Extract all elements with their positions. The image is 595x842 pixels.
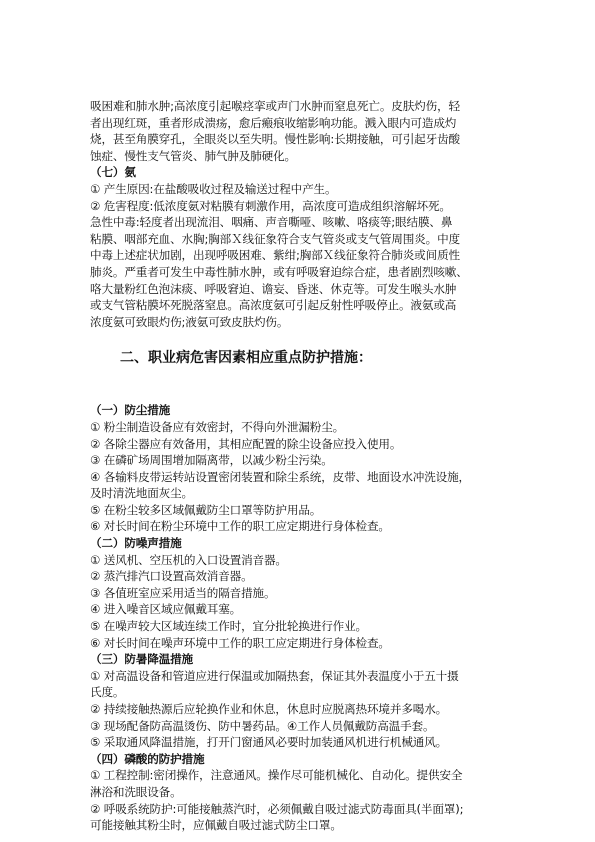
section-heading-heat: （三）防暑降温措施	[90, 652, 193, 667]
major-heading: 二、职业病危害因素相应重点防护措施：	[120, 350, 372, 367]
text-line: ① 对高温设备和管道应进行保温或加隔热套，保证其外表温度小于五十摄	[90, 668, 459, 683]
noise-section	[90, 535, 530, 651]
text-line: 中毒上述症状加剧，出现呼吸困难、紫绀;胸部Ｘ线征象符合肺炎或间质性	[90, 248, 460, 263]
text-line: ① 工程控制:密闭操作，注意通风。操作尽可能机械化、自动化。提供安全	[90, 768, 463, 783]
phosphoric-acid-section	[90, 751, 530, 834]
text-line: 急性中毒:轻度者出现流泪、咽痛、声音嘶哑、咳嗽、咯痰等;眼结膜、鼻	[90, 215, 453, 230]
text-line: ③ 现场配备防高温烫伤、防中暑药品。④工作人员佩戴防高温手套。	[90, 718, 435, 733]
text-line: 淋浴和洗眼设备。	[90, 784, 182, 799]
section-heading-ammonia: （七）氨	[90, 165, 136, 180]
text-line: 粘膜、咽部充血、水胸;胸部Ｘ线征象符合支气管炎或支气管周围炎。中度	[90, 231, 460, 246]
section-heading-noise: （二）防噪声措施	[90, 536, 182, 551]
text-line: 或支气管粘膜坏死脱落窒息。高浓度氨可引起反射性呼吸停止。液氨或高	[90, 298, 457, 313]
dust-section	[90, 402, 530, 535]
ammonia-section	[90, 164, 530, 330]
hcl-effects-paragraph	[90, 98, 530, 164]
text-line: 浓度氨可致眼灼伤;液氨可致皮肤灼伤。	[90, 314, 289, 329]
text-line: ⑤ 在粉尘较多区域佩戴防尘口罩等防护用品。	[90, 502, 322, 517]
text-line: 氏度。	[90, 685, 125, 700]
text-line: 烧，甚至角膜穿孔，全眼炎以至失明。慢性影响:长期接触，可引起牙齿酸	[90, 132, 460, 147]
document-page	[90, 98, 530, 834]
text-line: ① 产生原因:在盐酸吸收过程及输送过程中产生。	[90, 181, 337, 196]
text-line: ⑤ 采取通风降温措施，打开门窗通风必要时加装通风机进行机械通风。	[90, 735, 448, 750]
text-line: ① 粉尘制造设备应有效密封，不得向外泄漏粉尘。	[90, 419, 345, 434]
text-line: 咯大量粉红色泡沫痰、呼吸窘迫、谵妄、昏迷、休克等。可发生喉头水肿	[90, 281, 457, 296]
text-line: ⑥ 对长时间在噪声环境中工作的职工应定期进行身体检查。	[90, 635, 390, 650]
text-line: 可能接触其粉尘时，应佩戴自吸过滤式防尘口罩。	[90, 818, 342, 833]
text-line: ④ 进入噪音区域应佩戴耳塞。	[90, 602, 242, 617]
text-line: ② 呼吸系统防护:可能接触蒸汽时，必须佩戴自吸过滤式防毒面具(半面罩);	[90, 801, 464, 816]
text-line: 蚀症、慢性支气管炎、肺气肿及肺硬化。	[90, 148, 296, 163]
section-heading-dust: （一）防尘措施	[90, 403, 171, 418]
text-line: ⑥ 对长时间在粉尘环境中工作的职工应定期进行身体检查。	[90, 519, 390, 534]
text-line: ② 持续接触热源后应轮换作业和休息，休息时应脱离热环境并多喝水。	[90, 702, 448, 716]
text-line: ④ 各输料皮带运转站设置密闭装置和除尘系统，皮带、地面设水冲洗设施，	[90, 469, 470, 484]
text-line: ③ 各值班室应采用适当的隔音措施。	[90, 585, 276, 600]
text-line: 肺炎。严重者可发生中毒性肺水肿，或有呼吸窘迫综合症，患者剧烈咳嗽、	[90, 264, 468, 279]
text-line: ① 送风机、空压机的入口设置消音器。	[90, 552, 287, 567]
text-line: ③ 在磷矿场周围增加隔离带，以减少粉尘污染。	[90, 453, 333, 468]
text-line: ② 危害程度:低浓度氨对粘膜有刺激作用，高浓度可造成组织溶解坏死。	[90, 198, 451, 213]
heat-section	[90, 651, 530, 751]
text-line: 者出现红斑，重者形成溃疡，愈后瘢痕收缩影响功能。溅入眼内可造成灼	[90, 115, 457, 130]
text-line: ② 各除尘器应有效备用，其相应配置的除尘设备应投入使用。	[90, 436, 402, 451]
text-line: ⑤ 在噪声较大区域连续工作时，宜分批轮换进行作业。	[90, 619, 367, 634]
text-line: 吸困难和肺水肿;高浓度引起喉痉挛或声门水肿而窒息死亡。皮肤灼伤，轻	[90, 99, 460, 113]
section-heading-phosphoric-acid: （四）磷酸的防护措施	[90, 751, 205, 766]
text-line: ② 蒸汽排汽口设置高效消音器。	[90, 569, 253, 584]
text-line: 及时清洗地面灰尘。	[90, 486, 193, 501]
